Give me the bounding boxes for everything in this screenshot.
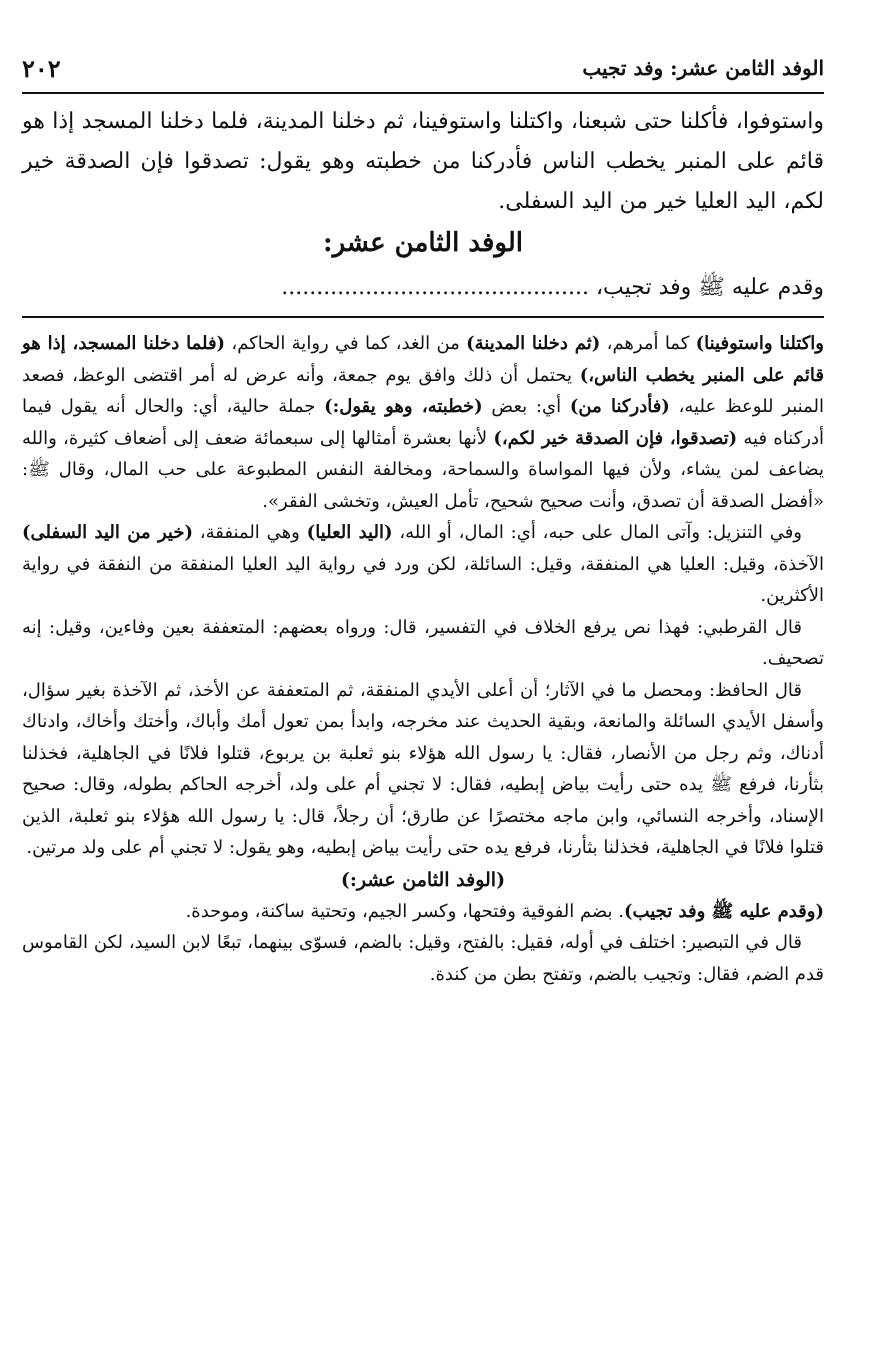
commentary-text: لأنها بعشرة أمثالها إلى سبعمائة ضعف إلى أضعاف كثيرة، والله يضاعف لمن يشاء، ولأن فيها المواساة والسماحة، ومخالفة النفس المطبوعة على حب المال، وقال ﷺ: «أفضل الصدقة أن تصدق، وأنت صحيح شحيح، تأمل العيش، وتخشى الفقر». (22, 427, 824, 512)
commentary-text: من الغد، كما في رواية الحاكم، (225, 333, 467, 354)
quote-text: (خير من اليد السفلى) (22, 522, 193, 543)
quote-text: (وقدم عليه ﷺ وفد تجيب) (624, 900, 824, 922)
page (22, 48, 824, 990)
commentary-text: وهي المنفقة، (192, 522, 307, 543)
commentary-text: أي: بعض (482, 396, 570, 417)
commentary-paragraph-4: قال الحافظ: ومحصل ما في الآثار؛ أن أعلى الأيدي المنفقة، ثم المتعففة عن الأخذ، ثم الآخذة بغير سؤال، وأسفل الأيدي السائلة والمانعة، وبقية الحديث عند مخرجه، وابدأ بمن تعول أمك وأباك، وأختك وأخاك، وادناك أدناك، وثم رجل من الأنصار، فقال: يا رسول الله هؤلاء بنو ثعلبة بن يربوع، قتلوا فلانًا في الجاهلية، فخذلنا بثأرنا، فرفع ﷺ يده حتى رأيت بياض إبطيه، فقال: لا تجني أم على ولد، أخرجه الحاكم بطوله، وقال: صحيح الإسناد، وأخرجه النسائي، وابن ماجه مختصرًا عن طارق؛ أن رجلاً، قال: يا رسول الله هؤلاء بنو ثعلبة، الذين قتلوا فلانًا في الجاهلية، فخذلنا بثأرنا، فرفع يده حتى رأيت بياض إبطيه، وهو يقول: لا تجني أم على ولد مرتين. (22, 679, 824, 858)
main-last-line-text: وقدم عليه ﷺ وفد تجيب، (595, 275, 824, 300)
commentary-paragraph-2 (22, 517, 824, 612)
main-paragraph: واستوفوا، فأكلنا حتى شبعنا، واكتلنا واستوفينا، ثم دخلنا المدينة، فلما دخلنا المسجد إذا هو قائم على المنبر يخطب الناس فأدركنا من خطبته وهو يقول: تصدقوا فإن الصدقة خير لكم، اليد العليا خير من اليد السفلى. (22, 109, 824, 214)
quote-text: (تصدقوا، فإن الصدقة خير لكم،) (493, 427, 738, 449)
quote-text: (خطبته، وهو يقول:) (324, 396, 483, 417)
commentary-paragraph-1 (22, 328, 824, 517)
quote-text: واكتلنا واستوفينا) (695, 333, 824, 354)
commentary-text: كما أمرهم، (600, 333, 696, 354)
page-number: ٢٠٢ (22, 54, 61, 83)
main-text (22, 102, 824, 222)
separator-line (22, 316, 824, 318)
commentary-text: الآخذة، وقيل: العليا هي المنفقة، وقيل: السائلة، لكن ورد في رواية اليد العليا المنفقة من النفقة في رواية الأكثرين. (22, 553, 824, 606)
commentary-paragraph-3: قال القرطبي: فهذا نص يرفع الخلاف في التفسير، قال: ورواه بعضهم: المتعففة بعين وفاءين، وقيل: إنه تصحيف. (22, 616, 824, 669)
main-last-line (22, 268, 824, 308)
commentary-subheading: (الوفد الثامن عشر:) (340, 868, 506, 891)
quote-text: (ثم دخلنا المدينة) (466, 333, 601, 354)
quote-text: (فأدركنا من) (569, 396, 670, 417)
commentary-paragraph-6: قال في التبصير: اختلف في أوله، فقيل: بالفتح، وقيل: بالضم، فسوّى بينهما، تبعًا لابن السيد، لكن القاموس قدم الضم، فقال: وتجيب بالضم، وتفتح بطن من كندة. (22, 932, 824, 985)
quote-text: (فلما دخلنا المسجد، إذا هو قائم على المنبر يخطب الناس،) (22, 333, 824, 386)
commentary-paragraph-5 (22, 896, 824, 928)
commentary-text: . بضم الفوقية وفتحها، وكسر الجيم، وتحتية ساكنة، وموحدة. (185, 900, 624, 922)
commentary-text: جملة حالية، أي: والحال أنه يقول فيما أدركناه فيه (22, 396, 824, 449)
running-title: الوفد الثامن عشر: وفد تجيب (582, 56, 824, 80)
commentary-text: وفي التنزيل: وآتى المال على حبه، أي: المال، أو الله، (392, 522, 802, 543)
continuation-dots: ............................................ (281, 275, 589, 300)
commentary (22, 328, 824, 990)
section-heading: الوفد الثامن عشر: (322, 228, 524, 258)
commentary-text: يحتمل أن ذلك وافق يوم جمعة، وأنه عرض له أمر اقتضى الوعظ، فصعد المنبر للوعظ عليه، (22, 364, 824, 417)
running-header (22, 48, 824, 94)
quote-text: (اليد العليا) (306, 522, 393, 543)
